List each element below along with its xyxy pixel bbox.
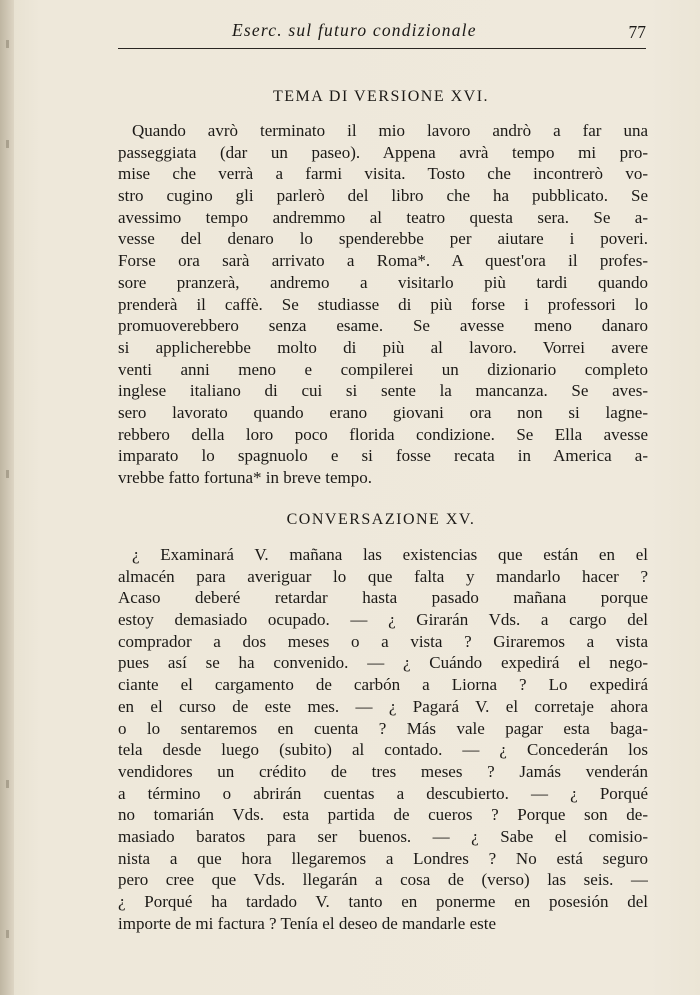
text-line: rebbero della loro poco florida condizione. Se Ella avesse <box>118 424 648 444</box>
binding-mark <box>6 930 9 938</box>
text-line: sore pranzerà, andremo a visitarlo più tardi quando <box>118 272 648 292</box>
text-line: inglese italiano di cui si sente la mancanza. Se aves- <box>118 381 648 401</box>
text-line: vrebbe fatto fortuna* in breve tempo. <box>118 468 372 487</box>
text-line: almacén para averiguar lo que falta y mandarlo hacer ? <box>118 566 648 586</box>
text-line: masiado baratos para ser buenos. — ¿ Sabe el comisio- <box>118 826 648 846</box>
text-line: ciante el cargamento de carbón a Liorna ? Lo expedirá <box>118 675 648 695</box>
text-line: Forse ora sarà arrivato a Roma*. A quest'ora il profes- <box>118 251 648 271</box>
text-line: sero lavorato quando erano giovani ora non si lagne- <box>118 402 648 422</box>
text-line: en el curso de este mes. — ¿ Pagará V. el corretaje ahora <box>118 696 648 716</box>
section-title-conversazione: CONVERSAZIONE XV. <box>286 511 476 528</box>
text-line: nista a que hora llegaremos a Londres ? No está seguro <box>118 848 648 868</box>
text-line: si applicherebbe molto di più al lavoro. Vorrei avere <box>118 337 648 357</box>
binding-mark <box>6 780 9 788</box>
text-line: comprador a dos meses o a vista ? Giraremos a vista <box>118 631 648 651</box>
text-line: estoy demasiado ocupado. — ¿ Girarán Vds. a cargo del <box>118 610 648 630</box>
page-number: 77 <box>628 22 646 42</box>
text-line: pero cree que Vds. llegarán a cosa de (verso) las seis. — <box>118 870 648 890</box>
text-line: Quando avrò terminato il mio lavoro andrò a far una <box>132 121 648 140</box>
text-line: venti anni meno e compilerei un dizionario completo <box>118 359 648 379</box>
text-line: Acaso deberé retardar hasta pasado mañana porque <box>118 588 648 608</box>
text-line: stro cugino gli parlerò del libro che ha pubblicato. Se <box>118 186 648 206</box>
text-line: no tomarián Vds. esta partida de cueros ? Porque son de- <box>118 805 648 825</box>
text-line: importe de mi factura ? Tenía el deseo de mandarle este <box>118 913 496 933</box>
page-spine-edge <box>0 0 14 995</box>
text-line: vesse del denaro lo spenderebbe per aiutare i poveri. <box>118 229 648 249</box>
text-line: imparato lo spagnuolo e si fosse recata in America a- <box>118 446 648 466</box>
paragraph-tema <box>118 120 648 489</box>
text-line: mise che verrà a farmi visita. Tosto che incontrerò vo- <box>118 164 648 184</box>
section-title-tema: TEMA DI VERSIONE XVI. <box>272 88 490 105</box>
text-line: promuoverebbero senza esame. Se avesse meno danaro <box>118 316 648 336</box>
binding-mark <box>6 470 9 478</box>
text-line: vendidores un crédito de tres meses ? Jamás venderán <box>118 761 648 781</box>
text-line: pues así se ha convenido. — ¿ Cuándo expedirá el nego- <box>118 653 648 673</box>
text-line: ¿ Examinará V. mañana las existencias que están en el <box>132 545 648 564</box>
text-line: a término o abrirán cuentas a descubierto. — ¿ Porqué <box>118 783 648 803</box>
text-line: passeggiata (dar un paseo). Appena avrà tempo mi pro- <box>118 142 648 162</box>
text-line: o lo sentaremos en cuenta ? Más vale pagar esta baga- <box>118 718 648 738</box>
text-line: avessimo tempo andremmo al teatro questa sera. Se a- <box>118 207 648 227</box>
paragraph-conversazione <box>118 544 648 934</box>
text-line: ¿ Porqué ha tardado V. tanto en ponerme en posesión del <box>118 892 648 911</box>
text-line: tela desde luego (subito) al contado. — ¿ Concederán los <box>118 740 648 760</box>
text-line: prenderà il caffè. Se studiasse di più forse i professori lo <box>118 294 648 314</box>
binding-mark <box>6 40 9 48</box>
running-title: Eserc. sul futuro condizionale <box>232 20 477 40</box>
running-header <box>118 18 646 49</box>
binding-mark <box>6 140 9 148</box>
